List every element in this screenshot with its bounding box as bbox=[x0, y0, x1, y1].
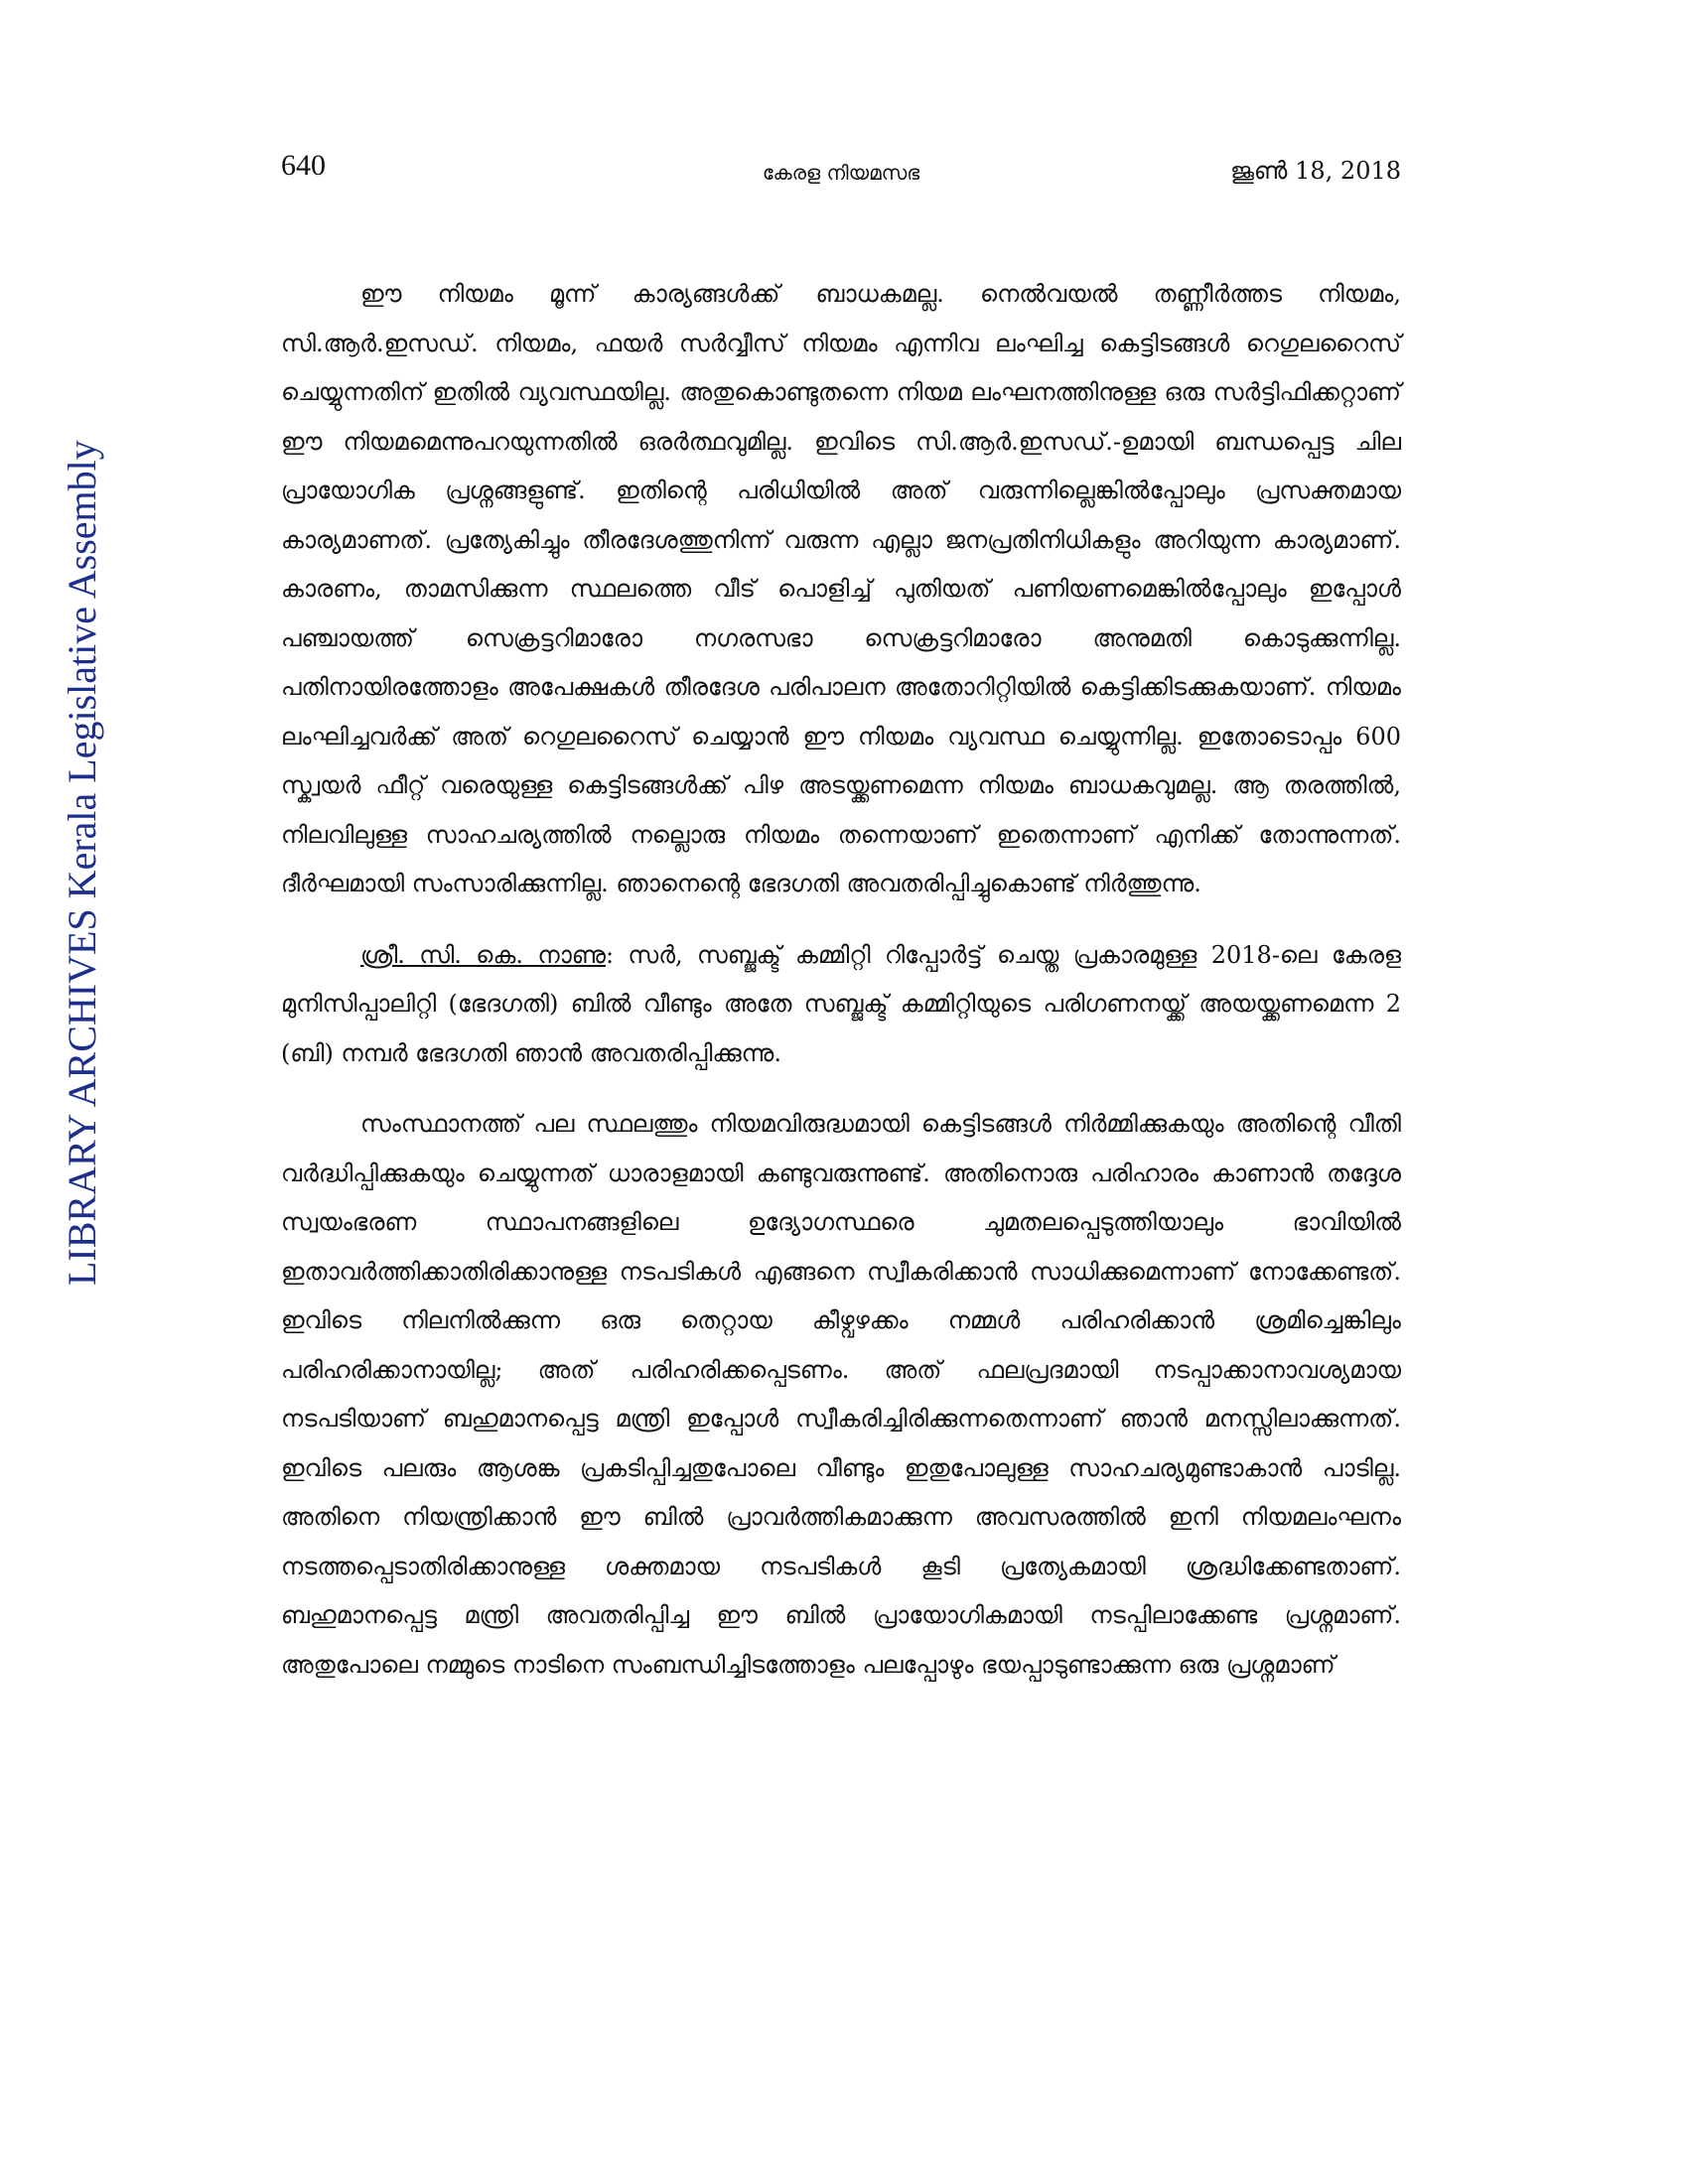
header-title: കേരള നിയമസഭ bbox=[762, 161, 920, 185]
paragraph: സംസ്ഥാനത്ത് പല സ്ഥലത്തും നിയമവിരുദ്ധമായി കെട്ടിടങ്ങൾ നിർമ്മിക്കുകയും അതിന്റെ വീതി വർദ്ധിപ്പിക്കുകയും ചെയ്യുന്നത് ധാരാളമായി കണ്ടുവരുന്നുണ്ട്. അതിനൊരു പരിഹാരം കാണാൻ തദ്ദേശ സ്വയംഭരണ സ്ഥാപനങ്ങളിലെ ഉദ്യോഗസ്ഥരെ ചുമതലപ്പെടുത്തിയാലും ഭാവിയിൽ ഇതാവർത്തിക്കാതിരിക്കാനുള്ള നടപടികൾ എങ്ങനെ സ്വീകരിക്കാൻ സാധിക്കുമെന്നാണ് നോക്കേണ്ടത്. ഇവിടെ നിലനിൽക്കുന്ന ഒരു തെറ്റായ കീഴ്വഴക്കം നമ്മൾ പരിഹരിക്കാൻ ശ്രമിച്ചെങ്കിലും പരിഹരിക്കാനായില്ല; അത് പരിഹരിക്കപ്പെടണം. അത് ഫലപ്രദമായി നടപ്പാക്കാനാവശ്യമായ നടപടിയാണ് ബഹുമാനപ്പെട്ട മന്ത്രി ഇപ്പോൾ സ്വീകരിച്ചിരിക്കുന്നതെന്നാണ് ഞാൻ മനസ്സിലാക്കുന്നത്. ഇവിടെ പലരും ആശങ്ക പ്രകടിപ്പിച്ചതുപോലെ വീണ്ടും ഇതുപോലുള്ള സാഹചര്യമുണ്ടാകാൻ പാടില്ല. അതിനെ നിയന്ത്രിക്കാൻ ഈ ബിൽ പ്രാവർത്തികമാക്കുന്ന അവസരത്തിൽ ഇനി നിയമലംഘനം നടത്തപ്പെടാതിരിക്കാനുള്ള ശക്തമായ നടപടികൾ കൂടി പ്രത്യേകമായി ശ്രദ്ധിക്കേണ്ടതാണ്. ബഹുമാനപ്പെട്ട മന്ത്രി അവതരിപ്പിച്ച ഈ ബിൽ പ്രായോഗികമായി നടപ്പിലാക്കേണ്ട പ്രശ്നമാണ്. അതുപോലെ നമ്മുടെ നാടിനെ സംബന്ധിച്ചിടത്തോളം പലപ്പോഴും ഭയപ്പാടുണ്ടാക്കുന്ന ഒരു പ്രശ്നമാണ് bbox=[281, 1110, 1401, 1679]
page-header bbox=[281, 149, 1401, 199]
speaker-name: ശ്രീ. സി. കെ. നാണു bbox=[360, 940, 606, 969]
library-archives-watermark: LIBRARY ARCHIVES Kerala Legislative Assembly bbox=[60, 440, 104, 1286]
speaker-paragraph bbox=[281, 931, 1401, 1079]
page-body bbox=[281, 270, 1401, 1690]
paragraph: ഈ നിയമം മൂന്ന് കാര്യങ്ങൾക്ക് ബാധകമല്ല. നെൽവയൽ തണ്ണീർത്തട നിയമം, സി.ആർ.ഇസഡ്. നിയമം, ഫയർ സർവ്വീസ് നിയമം എന്നിവ ലംഘിച്ച കെട്ടിടങ്ങൾ റെഗുലറൈസ് ചെയ്യുന്നതിന് ഇതിൽ വ്യവസ്ഥയില്ല. അതുകൊണ്ടുതന്നെ നിയമ ലംഘനത്തിനുള്ള ഒരു സർട്ടിഫിക്കറ്റാണ് ഈ നിയമമെന്നുപറയുന്നതിൽ ഒരർത്ഥവുമില്ല. ഇവിടെ സി.ആർ.ഇസഡ്.-ഉമായി ബന്ധപ്പെട്ട ചില പ്രായോഗിക പ്രശ്നങ്ങളുണ്ട്. ഇതിന്റെ പരിധിയിൽ അത് വരുന്നില്ലെങ്കിൽപ്പോലും പ്രസക്തമായ കാര്യമാണത്. പ്രത്യേകിച്ചും തീരദേശത്തുനിന്ന് വരുന്ന എല്ലാ ജനപ്രതിനിധികളും അറിയുന്ന കാര്യമാണ്. കാരണം, താമസിക്കുന്ന സ്ഥലത്തെ വീട് പൊളിച്ച് പുതിയത് പണിയണമെങ്കിൽപ്പോലും ഇപ്പോൾ പഞ്ചായത്ത് സെക്രട്ടറിമാരോ നഗരസഭാ സെക്രട്ടറിമാരോ അനുമതി കൊടുക്കുന്നില്ല. പതിനായിരത്തോളം അപേക്ഷകൾ തീരദേശ പരിപാലന അതോറിറ്റിയിൽ കെട്ടിക്കിടക്കുകയാണ്. നിയമം ലംഘിച്ചവർക്ക് അത് റെഗുലറൈസ് ചെയ്യാൻ ഈ നിയമം വ്യവസ്ഥ ചെയ്യുന്നില്ല. ഇതോടൊപ്പം 600 സ്ക്വയർ ഫീറ്റ് വരെയുള്ള കെട്ടിടങ്ങൾക്ക് പിഴ അടയ്ക്കണമെന്ന നിയമം ബാധകവുമല്ല. ആ തരത്തിൽ, നിലവിലുള്ള സാഹചര്യത്തിൽ നല്ലൊരു നിയമം തന്നെയാണ് ഇതെന്നാണ് എനിക്ക് തോന്നുന്നത്. ദീർഘമായി സംസാരിക്കുന്നില്ല. ഞാനെന്റെ ഭേദഗതി അവതരിപ്പിച്ചുകൊണ്ട് നിർത്തുന്നു. bbox=[281, 280, 1401, 897]
speaker-speech: : സർ, സബ്ജക്ട് കമ്മിറ്റി റിപ്പോർട്ട് ചെയ്ത പ്രകാരമുള്ള 2018-ലെ കേരള മുനിസിപ്പാലിറ്റി (ഭേദഗതി) ബിൽ വീണ്ടും അതേ സബ്ജക്ട് കമ്മിറ്റിയുടെ പരിഗണനയ്ക്ക് അയയ്ക്കണമെന്ന 2 (ബി) നമ്പർ ഭേദഗതി ഞാൻ അവതരിപ്പിക്കുന്നു. bbox=[281, 940, 1402, 1067]
header-date: ജൂൺ 18, 2018 bbox=[1230, 157, 1401, 185]
page-number: 640 bbox=[281, 149, 326, 182]
